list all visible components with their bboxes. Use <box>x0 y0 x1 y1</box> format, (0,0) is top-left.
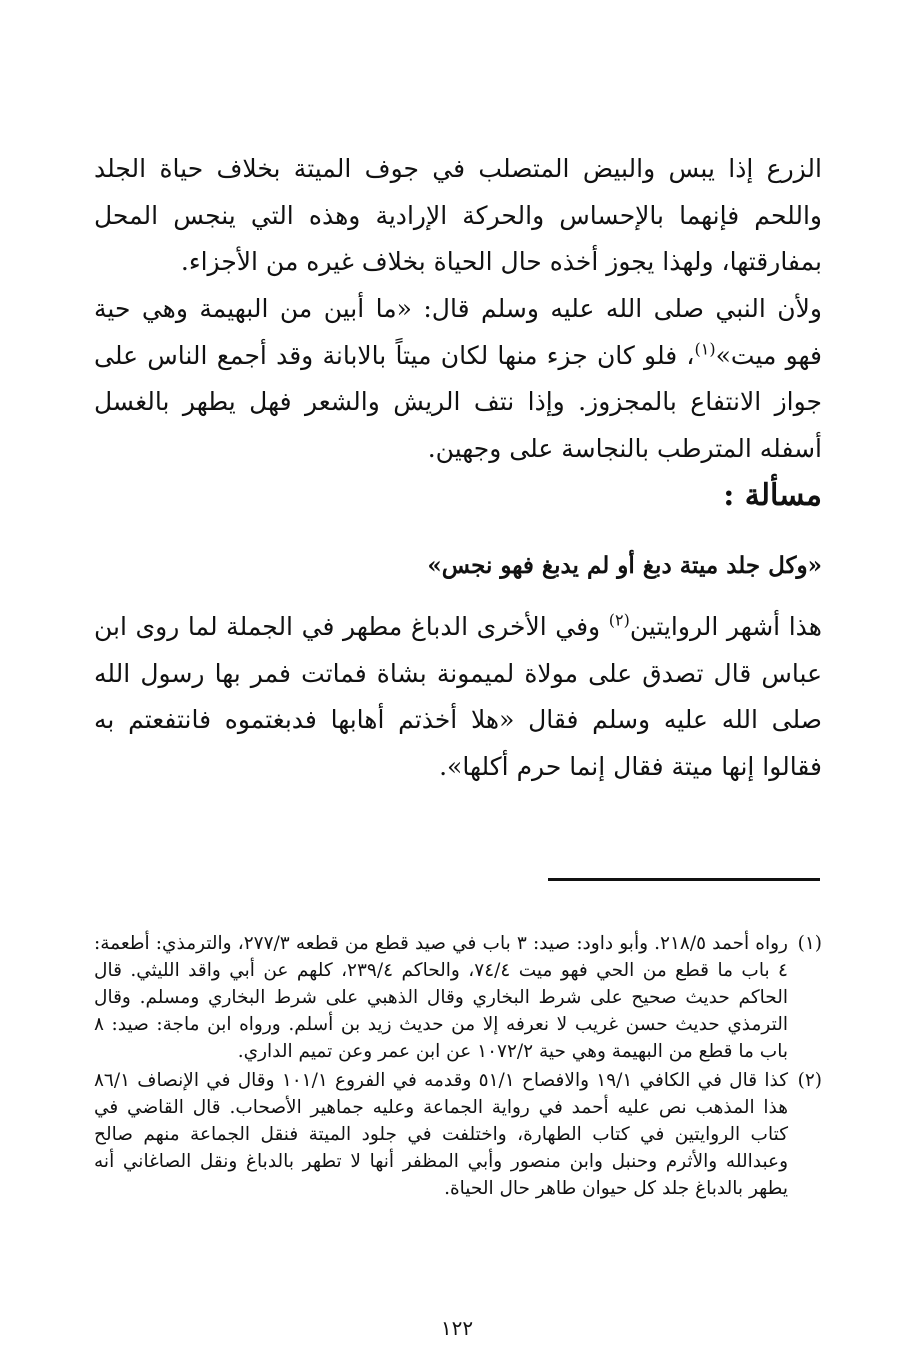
body-paragraph-1: الزرع إذا يبس والبيض المتصلب في جوف الميتة بخلاف حياة الجلد واللحم فإنهما بالإحساس والحركة الإرادية وهذه التي ينجس المحل بمفارقتها، ولهذا يجوز أخذه حال الحياة بخلاف غيره من الأجزاء. <box>94 154 822 276</box>
footnote-2-number: (٢) <box>797 1070 822 1091</box>
paragraph-3-text-a: هذا أشهر الروايتين <box>629 612 822 641</box>
body-paragraph-2 <box>94 286 822 472</box>
footnote-ref-1[interactable]: (١) <box>694 339 716 359</box>
paragraph-2-text-b: ، فلو كان جزء منها لكان ميتاً بالابانة وقد أجمع الناس على جواز الانتفاع بالمجزوز. وإذا نتف الريش والشعر فهل يطهر بالغسل أسفله المترطب بالنجاسة على وجهين. <box>94 340 822 463</box>
paragraph-2-text-a: ولأن النبي صلى الله عليه وسلم قال: «ما أبين من البهيمة وهي حية فهو ميت» <box>94 294 822 370</box>
footnote-ref-2[interactable]: (٢) <box>608 610 630 630</box>
footnote-divider <box>548 878 820 881</box>
footnote-1 <box>94 930 822 1065</box>
footnote-1-text: رواه أحمد ٢١٨/٥. وأبو داود: صيد: ٣ باب في صيد قطع من قطعه ٢٧٧/٣، والترمذي: أطعمة: ٤ باب ما قطع من الحي فهو ميت ٧٤/٤، والحاكم ٢٣٩/٤، كلهم عن أبي واقد الليثي. قال الحاكم حديث صحيح على شرط البخاري وقال الذهبي على شرط البخاري ومسلم. وقال الترمذي حديث حسن غريب لا نعرفه إلا من حديث زيد بن أسلم. ورواه ابن ماجة: صيد: ٨ باب ما قطع من البهيمة وهي حية ١٠٧٢/٢ عن ابن عمر وعن تميم الداري. <box>94 933 788 1062</box>
footnote-2-text: كذا قال في الكافي ١٩/١ والافصاح ٥١/١ وقدمه في الفروع ١٠١/١ وقال في الإنصاف ٨٦/١ هذا المذهب نص عليه أحمد في رواية الجماعة وعليه جماهير الأصحاب. قال القاضي في كتاب الروايتين في كتاب الطهارة، واختلفت في جلود الميتة فنقل الجماعة منهم صالح وعبدالله والأثرم وحنبل وابن منصور وأبي المظفر أنها لا تطهر بالدباغ ونقل الصاغاني أنه يطهر بالدباغ جلد كل حيوان طاهر حال الحياة. <box>94 1070 788 1199</box>
section-heading: مسألة : <box>723 478 822 513</box>
footnote-1-number: (١) <box>797 933 822 954</box>
quoted-ruling: «وكل جلد ميتة دبغ أو لم يدبغ فهو نجس» <box>427 552 822 579</box>
page-number: ١٢٢ <box>440 1316 474 1340</box>
footnote-2 <box>94 1067 822 1202</box>
footnotes-section <box>94 930 822 1204</box>
paragraph-3-text-b: وفي الأخرى الدباغ مطهر في الجملة لما روى ابن عباس قال تصدق على مولاة لميمونة بشاة فماتت فمر بها رسول الله صلى الله عليه وسلم فقال «هلا أخذتم أهابها فدبغتموه فانتفعتم به فقالوا إنها ميتة فقال إنما حرم أكلها». <box>94 612 822 781</box>
body-paragraph-3 <box>94 604 822 790</box>
